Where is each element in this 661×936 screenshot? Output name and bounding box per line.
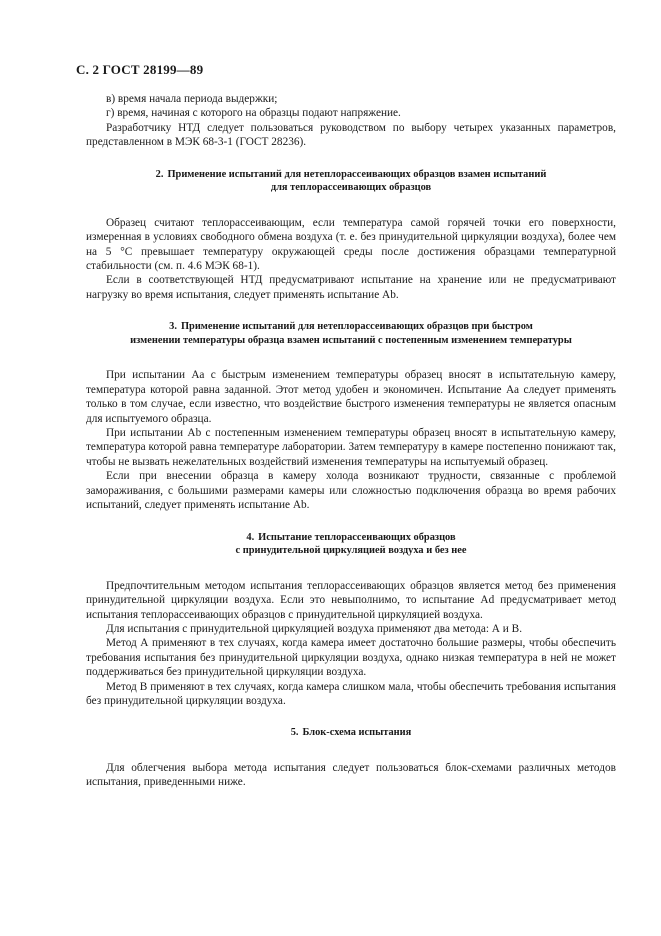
list-item-g: г) время, начиная с которого на образцы подают напряжение. bbox=[106, 107, 401, 120]
section-4-title-line2: с принудительной циркуляцией воздуха и без нее bbox=[235, 545, 467, 557]
intro-paragraph: Разработчику НТД следует пользоваться руководством по выбору четырех указанных параметров, представленном в МЭК 68-3-1 (ГОСТ 28236). bbox=[86, 121, 616, 149]
section-4-number: 4. bbox=[246, 531, 255, 543]
section-2-paragraph: Если в соответствующей НТД предусматривают испытание на хранение или не предусматривают нагрузку во время испытания, следует применять испытание Аb. bbox=[86, 274, 616, 301]
section-4-paragraph: Для испытания с принудительной циркуляцией воздуха применяют два метода: А и В. bbox=[106, 622, 523, 635]
section-3-title-line1: Применение испытаний для нетеплорассеивающих образцов при быстром bbox=[180, 321, 533, 333]
section-2-paragraph: Образец считают теплорассеивающим, если температура самой горячей точки его поверхности, измеренная в условиях свободного обмена воздуха (т. е. без принудительной циркуляции воздуха), более чем на 5 °С превышает температуру окружающей среды после достижения образцами температурной стабильности (см. п. 4.6 МЭК 68-1). bbox=[86, 216, 616, 273]
section-5-heading bbox=[86, 726, 616, 740]
section-4-title-line1: Испытание теплорассеивающих образцов bbox=[258, 531, 456, 543]
list-item-v: в) время начала периода выдержки; bbox=[106, 93, 278, 105]
section-5-paragraph: Для облегчения выбора метода испытания следует пользоваться блок-схемами различных методов испытания, приведенными ниже. bbox=[86, 761, 616, 789]
section-4-heading bbox=[86, 531, 616, 558]
section-3-number: 3. bbox=[169, 321, 177, 333]
page-header: С. 2 ГОСТ 28199—89 bbox=[76, 62, 204, 77]
section-5-number: 5. bbox=[290, 727, 299, 739]
section-3-paragraph: При испытании Аb с постепенным изменением температуры образец вносят в испытательную камеру, температура которой равна температуре лаборатории. Затем температуру в камере постепенно понижают так, чтобы не вызвать нежелательных воздействий изменения температуры на испытуемый образец. bbox=[86, 427, 616, 468]
section-2-title-line1: Применение испытаний для нетеплорассеивающих образцов взамен испытаний bbox=[167, 168, 547, 180]
section-3-paragraph: При испытании Аа с быстрым изменением температуры образец вносят в испытательную камеру, температура которой равна заданной. Этот метод удобен и экономичен. Испытание Аа следует применять только в том случае, если известно, что воздействие быстрого изменения температуры не является опасным для испытуемого образца. bbox=[86, 369, 616, 425]
section-4-paragraph: Метод А применяют в тех случаях, когда камера имеет достаточно большие размеры, чтобы обеспечить требования испытания без принудительной циркуляции воздуха, однако низкая температура в ней не может поддерживаться без принудительной циркуляции воздуха. bbox=[86, 637, 616, 679]
section-3-paragraph: Если при внесении образца в камеру холода возникают трудности, связанные с проблемой замораживания, с большими размерами камеры или сложностью подключения образца во время рабочих испытаний, следует применять испытание Аb. bbox=[86, 470, 616, 512]
section-4-paragraph: Метод В применяют в тех случаях, когда камера слишком мала, чтобы обеспечить требования испытания без принудительной циркуляции воздуха. bbox=[86, 680, 616, 707]
section-2-title-line2: для теплорассеивающих образцов bbox=[270, 182, 432, 194]
document-body bbox=[86, 92, 616, 790]
section-5-title-line1: Блок-схема испытания bbox=[302, 727, 412, 739]
section-2-heading bbox=[86, 168, 616, 195]
section-2-number: 2. bbox=[155, 168, 164, 180]
section-4-paragraph: Предпочтительным методом испытания теплорассеивающих образцов является метод без применения принудительной циркуляции воздуха. Если это невыполнимо, то испытание Аd предусматривает метод испытания теплорассеивающих образцов с принудительной циркуляцией воздуха. bbox=[86, 579, 616, 621]
section-3-title-line2: изменении температуры образца взамен испытаний с постепенным изменением температуры bbox=[130, 334, 572, 346]
section-3-heading bbox=[86, 320, 616, 347]
